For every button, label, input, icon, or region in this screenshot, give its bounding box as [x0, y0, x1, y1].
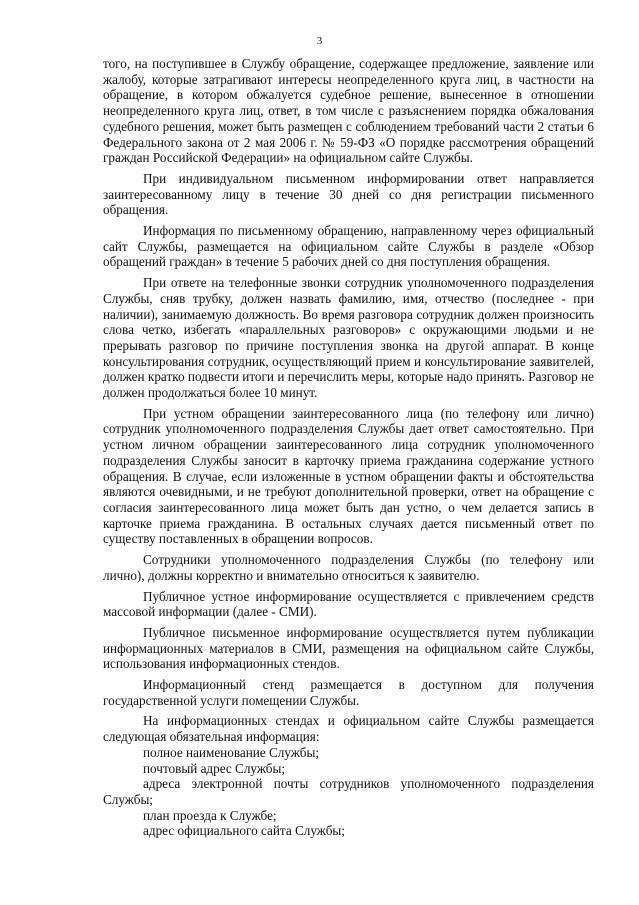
paragraph-continuation: того, на поступившее в Службу обращение, содержащее предложение, заявление или жалобу, которые затрагивают интересы неопределенного круга лиц, в частности на обращение, в котором обжалуется судебное решение, вынесенное в отношении неопределенного круга лиц, ответ, в том числе с разъяснением порядка обжалования судебного решения, может быть размещен с соблюдением требований части 2 статьи 6 Федерального закона от 2 мая 2006 г. № 59-ФЗ «О порядке рассмотрения обращений граждан Российской Федерации» на официальном сайте Службы. [103, 56, 594, 166]
page-number: 3 [316, 35, 323, 47]
paragraph-public-oral: Публичное устное информирование осуществляется с привлечением средств массовой информации (далее - СМИ). [103, 588, 594, 620]
list-item: адрес официального сайта Службы; [143, 823, 345, 839]
paragraph-individual-informing: При индивидуальном письменном информировании ответ направляется заинтересованному лицу в течение 30 дней со дня регистрации письменного обращения. [103, 170, 594, 218]
paragraph-required-info: На информационных стендах и официальном сайте Службы размещается следующая обязательная информация: [103, 713, 594, 745]
list-item: почтовый адрес Службы; [143, 760, 286, 776]
paragraph-oral-request: При устном обращении заинтересованного лица (по телефону или лично) сотрудник уполномоченного подразделения Службы дает ответ самостоятельно. При устном личном обращении заинтересованного лица сотрудник уполномоченного подразделения Службы заносит в карточку приема гражданина содержание устного обращения. В случае, если изложенные в устном обращении факты и обстоятельства являются очевидными, и не требуют дополнительной проверки, ответ на обращение с согласия заинтересованного лица может быть дан устно, о чем делается запись в карточке приема гражданина. В остальных случаях дается письменный ответ по существу поставленных в обращении вопросов. [103, 405, 594, 547]
list-item: план проезда к Службе; [143, 807, 277, 823]
list-item: адреса электронной почты сотрудников уполномоченного подразделения Службы; [103, 776, 594, 807]
paragraph-info-stand: Информационный стенд размещается в доступном для получения государственной услуги помещении Службы. [103, 677, 594, 708]
document-body [103, 56, 594, 839]
paragraph-public-written: Публичное письменное информирование осуществляется путем публикации информационных материалов в СМИ, размещения на официальном сайте Службы, использования информационных стендов. [103, 624, 594, 672]
paragraph-website-request: Информация по письменному обращению, направленному через официальный сайт Службы, размещается на официальном сайте Службы в разделе «Обзор обращений граждан» в течение 5 рабочих дней со дня поступления обращения. [103, 223, 594, 270]
list-item: полное наименование Службы; [143, 744, 319, 760]
paragraph-phone-calls: При ответе на телефонные звонки сотрудник уполномоченного подразделения Службы, сняв трубку, должен назвать фамилию, имя, отчество (последнее - при наличии), занимаемую должность. Во время разговора сотрудник должен произносить слова четко, избегать «параллельных разговоров» с окружающими людьми и не прерывать разговор по причине поступления звонка на другой аппарат. В конце консультирования сотрудник, осуществляющий прием и консультирование заявителей, должен кратко подвести итоги и перечислить меры, которые надо принять. Разговор не должен продолжаться более 10 минут. [103, 275, 594, 401]
paragraph-staff-conduct: Сотрудники уполномоченного подразделения Службы (по телефону или лично), должны корректно и внимательно относиться к заявителю. [103, 552, 594, 583]
